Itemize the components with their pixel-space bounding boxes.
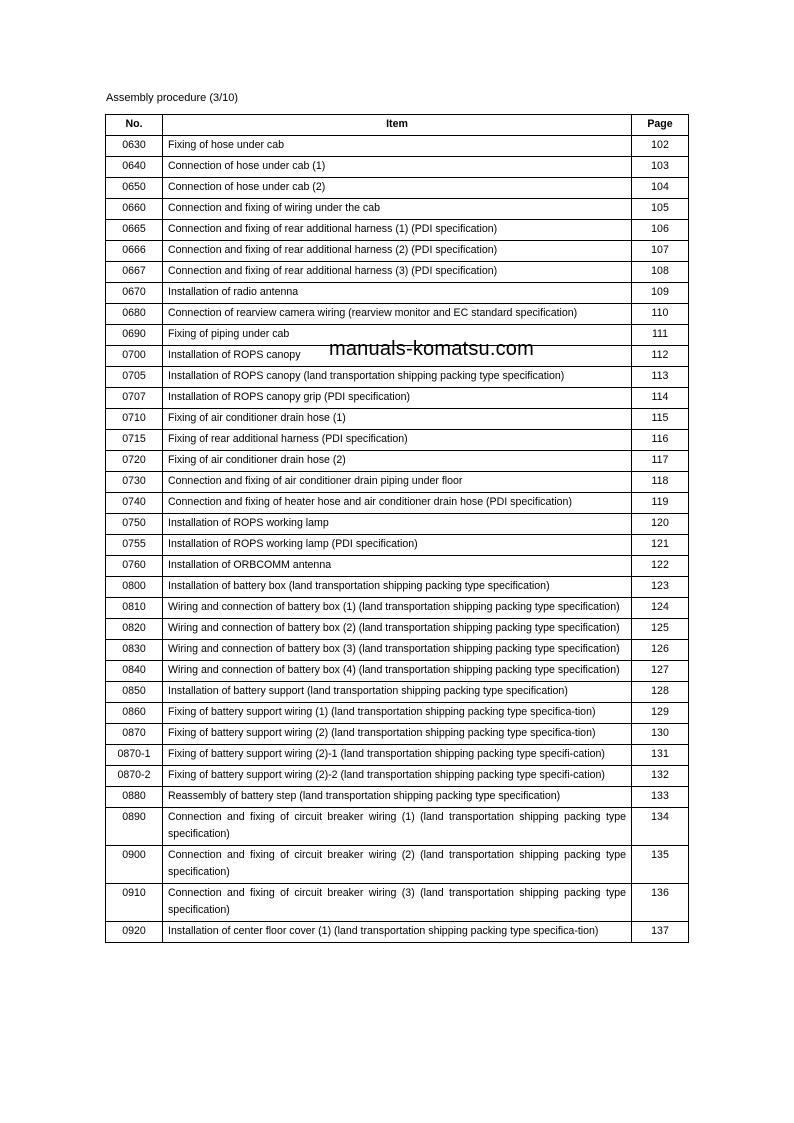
row-page-cell: 110 xyxy=(632,304,689,325)
row-number-cell: 0700 xyxy=(106,346,163,367)
table-row xyxy=(106,745,689,766)
row-page-cell: 121 xyxy=(632,535,689,556)
row-item-cell: Fixing of battery support wiring (1) (land transportation shipping packing type specifica-tion) xyxy=(163,703,632,724)
row-number-cell: 0800 xyxy=(106,577,163,598)
table-row xyxy=(106,157,689,178)
row-page-cell: 102 xyxy=(632,136,689,157)
row-number-cell: 0705 xyxy=(106,367,163,388)
row-page-cell: 109 xyxy=(632,283,689,304)
page-caption: Assembly procedure (3/10) xyxy=(106,92,239,104)
row-item-cell: Installation of ROPS working lamp xyxy=(163,514,632,535)
row-item-cell: Connection and fixing of circuit breaker wiring (2) (land transportation shipping packing type specification) xyxy=(163,846,632,884)
row-number-cell: 0690 xyxy=(106,325,163,346)
row-page-cell: 112 xyxy=(632,346,689,367)
column-header-no: No. xyxy=(106,115,163,136)
row-page-cell: 128 xyxy=(632,682,689,703)
table-row xyxy=(106,724,689,745)
row-number-cell: 0920 xyxy=(106,922,163,943)
table-row xyxy=(106,451,689,472)
table-row xyxy=(106,661,689,682)
row-page-cell: 116 xyxy=(632,430,689,451)
row-number-cell: 0707 xyxy=(106,388,163,409)
row-number-cell: 0730 xyxy=(106,472,163,493)
table-row xyxy=(106,493,689,514)
table-row xyxy=(106,388,689,409)
row-item-cell: Fixing of battery support wiring (2)-1 (land transportation shipping packing type specifi-cation) xyxy=(163,745,632,766)
row-item-cell: Connection of hose under cab (2) xyxy=(163,178,632,199)
table-row xyxy=(106,598,689,619)
row-item-cell: Reassembly of battery step (land transportation shipping packing type specification) xyxy=(163,787,632,808)
row-number-cell: 0900 xyxy=(106,846,163,884)
row-page-cell: 107 xyxy=(632,241,689,262)
row-item-cell: Connection and fixing of circuit breaker wiring (3) (land transportation shipping packing type specification) xyxy=(163,884,632,922)
row-item-cell: Installation of center floor cover (1) (land transportation shipping packing type specifica-tion) xyxy=(163,922,632,943)
row-item-cell: Connection of hose under cab (1) xyxy=(163,157,632,178)
row-item-cell: Fixing of hose under cab xyxy=(163,136,632,157)
row-page-cell: 137 xyxy=(632,922,689,943)
table-row xyxy=(106,787,689,808)
row-number-cell: 0750 xyxy=(106,514,163,535)
column-header-page: Page xyxy=(632,115,689,136)
row-number-cell: 0760 xyxy=(106,556,163,577)
table-row xyxy=(106,884,689,922)
row-page-cell: 136 xyxy=(632,884,689,922)
table-row xyxy=(106,136,689,157)
row-number-cell: 0666 xyxy=(106,241,163,262)
table-row xyxy=(106,619,689,640)
row-page-cell: 131 xyxy=(632,745,689,766)
row-page-cell: 123 xyxy=(632,577,689,598)
row-number-cell: 0680 xyxy=(106,304,163,325)
table-row xyxy=(106,640,689,661)
table-row xyxy=(106,430,689,451)
table-row xyxy=(106,556,689,577)
row-number-cell: 0667 xyxy=(106,262,163,283)
row-number-cell: 0710 xyxy=(106,409,163,430)
row-item-cell: Connection and fixing of circuit breaker wiring (1) (land transportation shipping packing type specification) xyxy=(163,808,632,846)
row-item-cell: Connection and fixing of rear additional harness (1) (PDI specification) xyxy=(163,220,632,241)
row-page-cell: 127 xyxy=(632,661,689,682)
row-number-cell: 0715 xyxy=(106,430,163,451)
row-number-cell: 0810 xyxy=(106,598,163,619)
row-number-cell: 0665 xyxy=(106,220,163,241)
row-item-cell: Installation of ROPS canopy xyxy=(163,346,632,367)
row-item-cell: Fixing of rear additional harness (PDI specification) xyxy=(163,430,632,451)
row-item-cell: Connection and fixing of rear additional harness (3) (PDI specification) xyxy=(163,262,632,283)
assembly-procedure-table xyxy=(105,114,689,943)
row-item-cell: Installation of battery box (land transportation shipping packing type specification) xyxy=(163,577,632,598)
row-number-cell: 0870 xyxy=(106,724,163,745)
table-row xyxy=(106,514,689,535)
row-number-cell: 0640 xyxy=(106,157,163,178)
row-item-cell: Connection and fixing of wiring under the cab xyxy=(163,199,632,220)
row-page-cell: 122 xyxy=(632,556,689,577)
row-number-cell: 0740 xyxy=(106,493,163,514)
table-row xyxy=(106,577,689,598)
table-body xyxy=(106,136,689,943)
row-number-cell: 0890 xyxy=(106,808,163,846)
row-item-cell: Installation of ROPS working lamp (PDI specification) xyxy=(163,535,632,556)
row-page-cell: 126 xyxy=(632,640,689,661)
table-row xyxy=(106,262,689,283)
row-item-cell: Connection and fixing of rear additional harness (2) (PDI specification) xyxy=(163,241,632,262)
row-item-cell: Fixing of battery support wiring (2) (land transportation shipping packing type specifica-tion) xyxy=(163,724,632,745)
table-row xyxy=(106,304,689,325)
row-item-cell: Wiring and connection of battery box (1) (land transportation shipping packing type specification) xyxy=(163,598,632,619)
table-row xyxy=(106,535,689,556)
row-page-cell: 129 xyxy=(632,703,689,724)
row-number-cell: 0830 xyxy=(106,640,163,661)
row-page-cell: 111 xyxy=(632,325,689,346)
row-item-cell: Installation of ROPS canopy grip (PDI specification) xyxy=(163,388,632,409)
table-row xyxy=(106,472,689,493)
row-page-cell: 135 xyxy=(632,846,689,884)
row-page-cell: 106 xyxy=(632,220,689,241)
row-page-cell: 134 xyxy=(632,808,689,846)
column-header-item: Item xyxy=(163,115,632,136)
table-row xyxy=(106,241,689,262)
watermark-text: manuals-komatsu.com xyxy=(329,338,534,360)
row-number-cell: 0870-1 xyxy=(106,745,163,766)
row-page-cell: 132 xyxy=(632,766,689,787)
row-item-cell: Wiring and connection of battery box (2) (land transportation shipping packing type specification) xyxy=(163,619,632,640)
row-page-cell: 118 xyxy=(632,472,689,493)
row-number-cell: 0660 xyxy=(106,199,163,220)
row-page-cell: 103 xyxy=(632,157,689,178)
row-page-cell: 104 xyxy=(632,178,689,199)
row-number-cell: 0910 xyxy=(106,884,163,922)
row-item-cell: Installation of radio antenna xyxy=(163,283,632,304)
row-number-cell: 0630 xyxy=(106,136,163,157)
row-number-cell: 0670 xyxy=(106,283,163,304)
row-page-cell: 124 xyxy=(632,598,689,619)
row-item-cell: Connection and fixing of air conditioner drain piping under floor xyxy=(163,472,632,493)
row-item-cell: Connection of rearview camera wiring (rearview monitor and EC standard specification) xyxy=(163,304,632,325)
row-number-cell: 0850 xyxy=(106,682,163,703)
row-page-cell: 115 xyxy=(632,409,689,430)
table-row xyxy=(106,409,689,430)
row-page-cell: 130 xyxy=(632,724,689,745)
row-number-cell: 0840 xyxy=(106,661,163,682)
row-page-cell: 105 xyxy=(632,199,689,220)
row-item-cell: Installation of ROPS canopy (land transportation shipping packing type specification) xyxy=(163,367,632,388)
row-page-cell: 133 xyxy=(632,787,689,808)
table-row xyxy=(106,367,689,388)
row-item-cell: Fixing of piping under cab xyxy=(163,325,632,346)
row-item-cell: Connection and fixing of heater hose and air conditioner drain hose (PDI specification) xyxy=(163,493,632,514)
row-item-cell: Fixing of battery support wiring (2)-2 (land transportation shipping packing type specifi-cation) xyxy=(163,766,632,787)
table-row xyxy=(106,199,689,220)
row-page-cell: 125 xyxy=(632,619,689,640)
row-item-cell: Fixing of air conditioner drain hose (1) xyxy=(163,409,632,430)
row-number-cell: 0820 xyxy=(106,619,163,640)
row-page-cell: 117 xyxy=(632,451,689,472)
row-item-cell: Installation of ORBCOMM antenna xyxy=(163,556,632,577)
row-number-cell: 0755 xyxy=(106,535,163,556)
table-row xyxy=(106,808,689,846)
row-item-cell: Wiring and connection of battery box (4) (land transportation shipping packing type specification) xyxy=(163,661,632,682)
table-row xyxy=(106,682,689,703)
row-page-cell: 114 xyxy=(632,388,689,409)
row-number-cell: 0880 xyxy=(106,787,163,808)
table-row xyxy=(106,922,689,943)
row-page-cell: 108 xyxy=(632,262,689,283)
row-page-cell: 120 xyxy=(632,514,689,535)
table-header-row xyxy=(106,115,689,136)
row-number-cell: 0870-2 xyxy=(106,766,163,787)
row-page-cell: 113 xyxy=(632,367,689,388)
row-item-cell: Fixing of air conditioner drain hose (2) xyxy=(163,451,632,472)
row-page-cell: 119 xyxy=(632,493,689,514)
table-row xyxy=(106,766,689,787)
row-number-cell: 0720 xyxy=(106,451,163,472)
table-row xyxy=(106,178,689,199)
table-row xyxy=(106,703,689,724)
table-row xyxy=(106,283,689,304)
table-row xyxy=(106,846,689,884)
row-item-cell: Installation of battery support (land transportation shipping packing type specification) xyxy=(163,682,632,703)
row-number-cell: 0860 xyxy=(106,703,163,724)
table-row xyxy=(106,220,689,241)
row-item-cell: Wiring and connection of battery box (3) (land transportation shipping packing type specification) xyxy=(163,640,632,661)
row-number-cell: 0650 xyxy=(106,178,163,199)
